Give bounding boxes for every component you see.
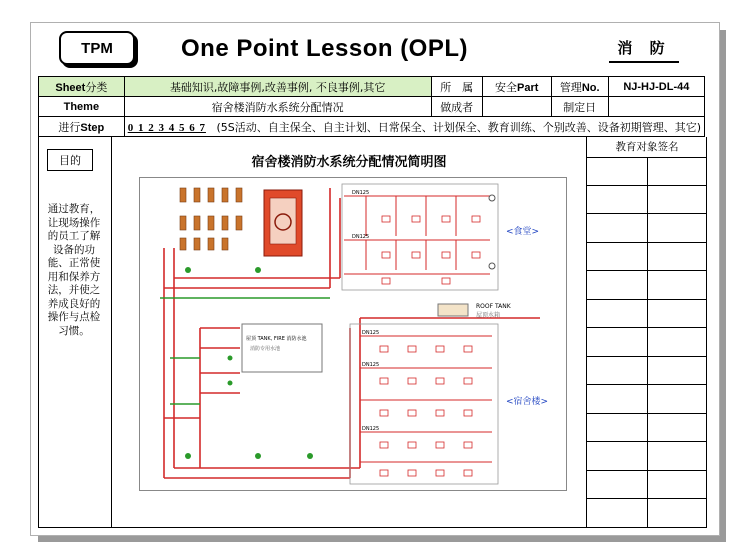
tank-box-line2: 消防专用水池 <box>250 346 281 352</box>
step-value <box>124 117 704 137</box>
page-title: One Point Lesson (OPL) <box>181 35 469 62</box>
signature-cell <box>648 157 708 185</box>
pipe-label: DN125 <box>352 234 370 240</box>
sprinkler-heads-photo <box>180 188 302 256</box>
training-signature-column <box>586 137 707 527</box>
roof-tank <box>438 303 512 319</box>
dormitory-label: <宿舍楼> <box>506 397 549 407</box>
signature-row <box>587 414 707 443</box>
opl-sheet <box>30 22 720 536</box>
canteen-label: <食堂> <box>506 227 540 237</box>
signature-cell <box>648 243 708 271</box>
signature-row <box>587 471 707 500</box>
purpose-text: 通过教育，让现场操作的员工了解设备的功能、正常使用和保养方法，并使之养成良好的操作与点检习惯。 <box>47 203 101 337</box>
mgmt-value: NJ-HJ-DL-44 <box>608 77 704 97</box>
signature-cell <box>587 414 648 442</box>
department-label: 消 防 <box>609 37 679 63</box>
signature-cell <box>587 328 648 356</box>
step-description: (5S活动、自主保全、自主计划、日常保全、计划保全、教育训练、个别改善、设备初期管理、其它) <box>216 120 701 134</box>
signature-cell <box>587 157 648 185</box>
step-label: 进行Step <box>39 117 125 137</box>
signature-row <box>587 442 707 471</box>
mgmt-label: 管理No. <box>551 77 608 97</box>
pipe-label: DN125 <box>352 190 370 196</box>
signature-cell <box>587 471 648 499</box>
signature-cell <box>648 471 708 499</box>
signature-row <box>587 357 707 386</box>
dormitory-block <box>350 324 548 484</box>
signature-cell <box>587 243 648 271</box>
owner-value: 安全Part <box>482 77 551 97</box>
signature-row <box>587 186 707 215</box>
author-label: 做成者 <box>431 97 482 117</box>
pipe-label: DN125 <box>362 362 380 368</box>
signature-cell <box>587 499 648 527</box>
signature-row <box>587 243 707 272</box>
signature-cell <box>648 442 708 470</box>
purpose-tag: 目的 <box>47 149 93 171</box>
signature-row <box>587 328 707 357</box>
owner-label: 所 属 <box>431 77 482 97</box>
signature-cell <box>587 271 648 299</box>
roof-tank-label: ROOF TANK <box>476 303 511 310</box>
signature-cell <box>648 414 708 442</box>
theme-value: 宿舍楼消防水系统分配情况 <box>124 97 431 117</box>
signature-cell <box>587 214 648 242</box>
signature-cell <box>587 357 648 385</box>
signature-cell <box>648 300 708 328</box>
signature-row <box>587 271 707 300</box>
pipe-label: DN125 <box>362 426 380 432</box>
signature-cell <box>648 328 708 356</box>
signature-cell <box>587 186 648 214</box>
signature-cell <box>648 271 708 299</box>
canteen-block <box>342 184 539 290</box>
purpose-column <box>39 137 112 527</box>
signature-grid <box>587 157 707 528</box>
roof-tank-label-cn: 屋顶水箱 <box>476 312 501 319</box>
tank-box-line1: 屋顶 TANK, FIRE 消防水池 <box>246 336 307 342</box>
signature-cell <box>648 214 708 242</box>
sheet-label: Sheet分类 <box>39 77 125 97</box>
diagram-column <box>112 137 586 527</box>
signature-row <box>587 385 707 414</box>
water-tank-box <box>242 324 322 372</box>
signature-cell <box>648 499 708 527</box>
signature-cell <box>587 385 648 413</box>
theme-label: Theme <box>39 97 125 117</box>
signature-cell <box>648 385 708 413</box>
signature-row <box>587 499 707 528</box>
pipe-label: DN125 <box>362 330 380 336</box>
sheet-value: 基础知识,故障事例,改善事例, 不良事例,其它 <box>124 77 431 97</box>
step-numbers: 0 1 2 3 4 5 6 7 <box>127 121 206 134</box>
fire-water-diagram <box>139 177 567 491</box>
signature-cell <box>587 300 648 328</box>
signature-cell <box>648 186 708 214</box>
signature-row <box>587 157 707 186</box>
training-signature-header: 教育对象签名 <box>587 137 707 158</box>
date-value <box>608 97 704 117</box>
author-value <box>482 97 551 117</box>
header-table <box>38 76 705 137</box>
signature-row <box>587 300 707 329</box>
date-label: 制定日 <box>551 97 608 117</box>
lesson-body <box>38 137 707 528</box>
piping-schematic <box>140 178 566 490</box>
signature-cell <box>648 357 708 385</box>
signature-row <box>587 214 707 243</box>
riser-pipes <box>164 188 540 478</box>
signature-cell <box>587 442 648 470</box>
tpm-badge: TPM <box>59 31 135 65</box>
diagram-title: 宿舍楼消防水系统分配情况简明图 <box>251 155 447 170</box>
